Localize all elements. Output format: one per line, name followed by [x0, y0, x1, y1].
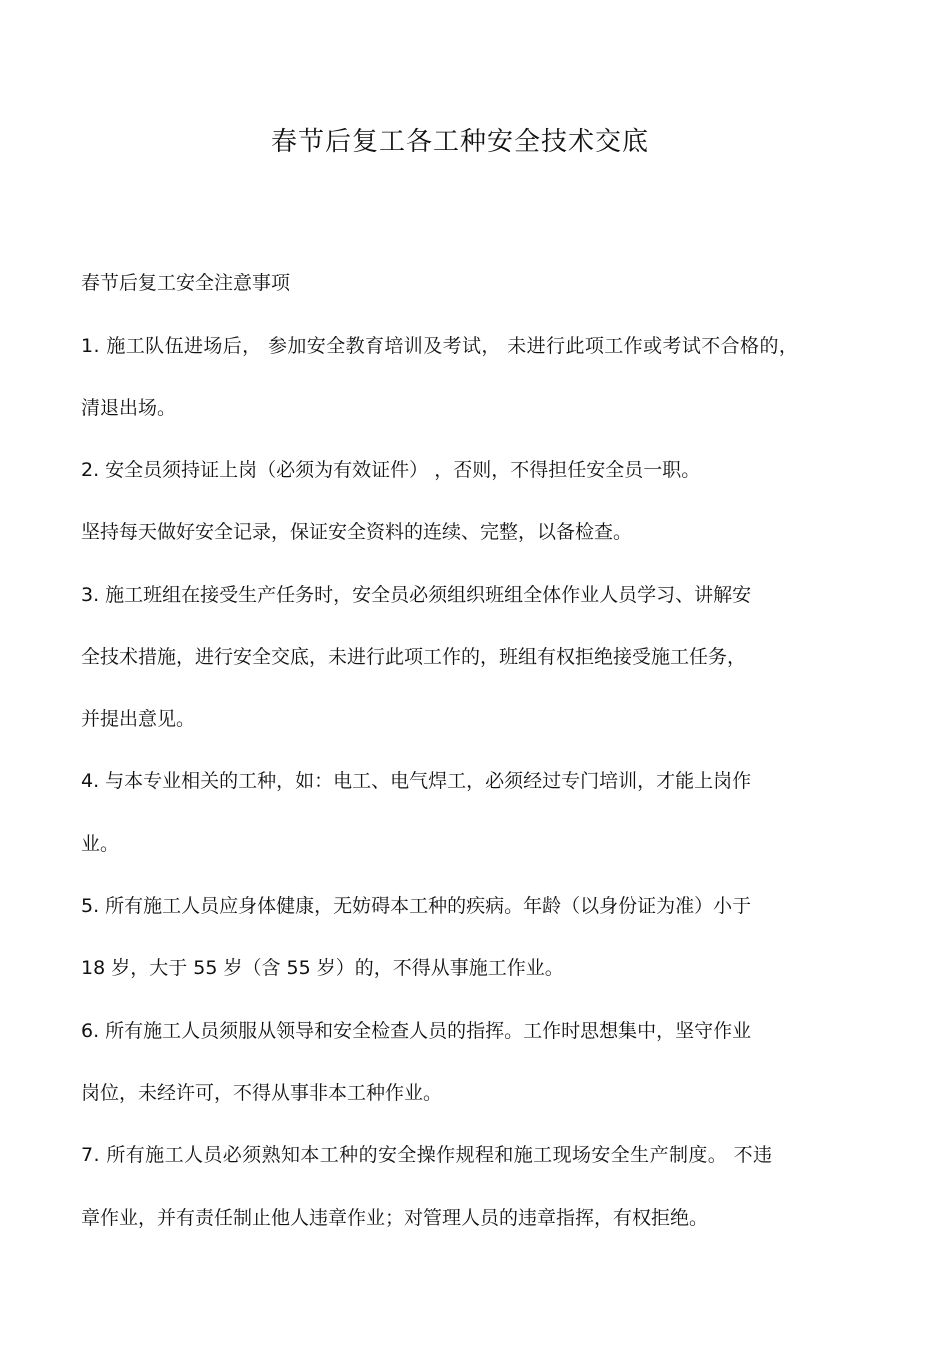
body-line: 2. 安全员须持证上岗（必须为有效证件） ，否则，不得担任安全员一职。	[81, 459, 701, 481]
body-line: 并提出意见。	[81, 708, 196, 730]
body-line: 1. 施工队伍进场后， 参加安全教育培训及考试， 未进行此项工作或考试不合格的，	[81, 335, 799, 357]
body-line: 18 岁，大于 55 岁（含 55 岁）的，不得从事施工作业。	[81, 957, 564, 979]
body-line: 业。	[81, 833, 120, 855]
section-heading: 春节后复工安全注意事项	[81, 272, 291, 294]
document-title: 春节后复工各工种安全技术交底	[270, 127, 649, 157]
body-line: 5. 所有施工人员应身体健康，无妨碍本工种的疾病。年龄（以身份证为准）小于	[81, 895, 752, 917]
body-line: 章作业，并有责任制止他人违章作业；对管理人员的违章指挥，有权拒绝。	[81, 1207, 709, 1229]
body-line: 全技术措施，进行安全交底，未进行此项工作的，班组有权拒绝接受施工任务，	[81, 646, 747, 668]
body-line: 岗位，未经许可，不得从事非本工种作业。	[81, 1082, 443, 1104]
body-line: 4. 与本专业相关的工种，如：电工、电气焊工，必须经过专门培训，才能上岗作	[81, 770, 752, 792]
body-line: 坚持每天做好安全记录，保证安全资料的连续、完整，以备检查。	[81, 521, 633, 543]
body-line: 清退出场。	[81, 397, 177, 419]
body-line: 6. 所有施工人员须服从领导和安全检查人员的指挥。工作时思想集中，坚守作业	[81, 1020, 752, 1042]
body-line: 7. 所有施工人员必须熟知本工种的安全操作规程和施工现场安全生产制度。 不违	[81, 1144, 773, 1166]
body-line: 3. 施工班组在接受生产任务时，安全员必须组织班组全体作业人员学习、讲解安	[81, 584, 752, 606]
